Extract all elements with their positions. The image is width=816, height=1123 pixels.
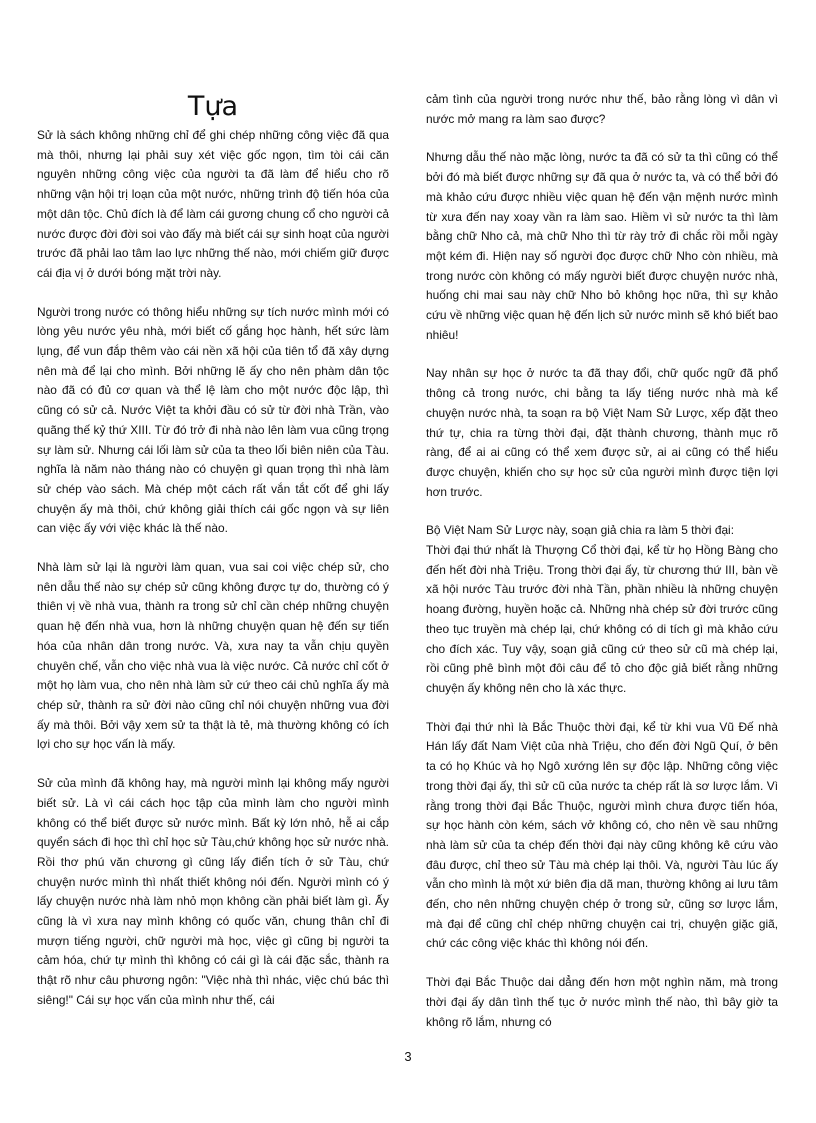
right-paragraph-5: Thời đại thứ nhất là Thượng Cổ thời đại, kể từ họ Hồng Bàng cho đến hết đời nhà Triệu. Trong thời đại ấy, từ chương thứ III, bàn về xã hội nước Tàu trước đời nhà Tần, phần nhiều là những chuyện hoang đường, huyền hoặc cả. Những nhà chép sử đời trước cũng theo tục truyền mà chép lại, chứ không có di tích gì mà khảo cứu cho đích xác. Tuy vậy, soạn giả cũng cứ theo sử cũ mà chép lại, rồi cũng phê bình một đôi câu để tỏ cho độc giả biết rằng những chuyện ấy không nên cho là xác thực.	[426, 543, 778, 695]
right-paragraph-3: Nay nhân sự học ở nước ta đã thay đổi, chữ quốc ngữ đã phổ thông cả trong nước, chi bằng ta lấy tiếng nước nhà mà kể chuyện nước nhà, ta soạn ra bộ Việt Nam Sử Lược, xếp đặt theo thứ tự, chia ra từng thời đại, đặt thành chương, thành mục rõ ràng, để ai ai cũng có thể xem được sử, ai ai cũng có thể hiểu được chuyện, khiến cho sự học sử của người mình được tiện lợi hơn trước.	[426, 366, 778, 499]
right-paragraph-1: cảm tình của người trong nước như thế, bảo rằng lòng vì dân vì nước mở mang ra làm sao được?	[426, 92, 778, 126]
right-column	[426, 90, 778, 1051]
left-column	[37, 90, 389, 1030]
left-paragraph-2: Người trong nước có thông hiểu những sự tích nước mình mới có lòng yêu nước yêu nhà, mới biết cố gắng học hành, hết sức làm lụng, để vun đắp thêm vào cái nền xã hội của tiên tổ đã xây dựng nên mà để lại cho mình. Bởi những lẽ ấy cho nên phàm dân tộc nào đã có đủ cơ quan và thể lệ làm cho một nước độc lập, thì cũng có sử cả. Nước Việt ta khởi đầu có sử từ đời nhà Trần, vào quãng thế kỷ thứ XIII. Từ đó trở đi nhà nào lên làm vua cũng trọng sự làm sử. Nhưng cái lối làm sử của ta theo lối biên niên của Tàu. nghĩa là năm nào tháng nào có chuyện gì quan trọng thì nhà làm sử chép vào sách. Mà chép một cách rất vắn tắt cốt để ghi lấy chuyện ấy mà thôi, chứ không giải thích cái gốc ngọn và sự liên can việc ấy với việc khác là thế nào.	[37, 304, 389, 536]
page-title: Tựa	[187, 91, 239, 122]
right-paragraph-6: Thời đại thứ nhì là Bắc Thuộc thời đại, kể từ khi vua Vũ Đế nhà Hán lấy đất Nam Việt của nhà Triệu, cho đến đời Ngũ Quí, ở bên ta có họ Khúc và họ Ngô xướng lên sự độc lập. Những công việc trong thời đại ấy, thì sử cũ của nước ta chép rất là sơ lược lắm. Vì rằng trong thời đại Bắc Thuộc, người mình chưa được tiến hóa, sự học hành còn kém, sách vở không có, cho nên về sau những nhà làm sử của ta chép đến thời đại này cũng không kê cứu vào đâu được, chỉ theo sử Tàu mà chép lại thôi. Và, người Tàu lúc ấy vẫn cho mình là một xứ biên địa dã man, thường không ai lưu tâm đến, cho nên những chuyện chép ở trong sử, cũng sơ lược lắm, mà đại để cũng chỉ chép những chuyện cai trị, chuyện giặc giã, chứ các công việc khác thì không nói đến.	[426, 719, 778, 951]
left-paragraph-4: Sử của mình đã không hay, mà người mình lại không mấy người biết sử. Là vì cái cách học tập của mình làm cho người mình không có thể biết được sử nước mình. Bất kỳ lớn nhỏ, hễ ai cắp quyển sách đi học thì chỉ học sử Tàu,chứ không học sử nước nhà. Rồi thơ phú văn chương gì cũng lấy điển tích ở sử Tàu, chứ chuyện nước mình thì nhất thiết không nói đến. Người mình có ý lấy chuyện nước nhà làm nhỏ mọn không cần phải biết làm gì. Ấy cũng là vì xưa nay mình không có quốc văn, chung thân chỉ đi mượn tiếng người, chữ người mà học, việc gì cũng bị người ta cảm hóa, chứ tự mình thì không có cái gì là cái đặc sắc, thành ra thật rõ như câu phương ngôn: "Việc nhà thì nhác, việc chú bác thì siêng!" Cái sự học vấn của mình như thế, cái	[37, 776, 389, 1007]
page-number: 3	[404, 1049, 412, 1064]
right-paragraph-4: Bộ Việt Nam Sử Lược này, soạn giả chia ra làm 5 thời đại:	[426, 523, 735, 538]
right-paragraph-7: Thời đại Bắc Thuộc dai dẳng đến hơn một nghìn năm, mà trong thời đại ấy dân tình thế tục ở nước mình thế nào, thì bây giờ ta không rõ lắm, nhưng có	[426, 975, 778, 1029]
left-paragraph-1: Sử là sách không những chỉ để ghi chép những công việc đã qua mà thôi, nhưng lại phải suy xét việc gốc ngọn, tìm tòi cái căn nguyên những công việc của người ta đã làm để hiểu cho rõ những vận hội trị loạn của một nước, những trình độ tiến hóa của một dân tộc. Chủ đích là để làm cái gương chung cổ cho người cả nước được đời đời soi vào đấy mà biết cái sự sinh hoạt của người trước đã phải lao tâm lao lực những thế nào, mới chiếm giữ được cái địa vị ở dưới bóng mặt trời này.	[37, 128, 389, 280]
left-paragraph-3: Nhà làm sử lại là người làm quan, vua sai coi việc chép sử, cho nên dẫu thế nào sự chép sử cũng không được tự do, thường có ý thiên vị về nhà vua, thành ra trong sử chỉ cần chép những chuyện quan hệ đến nhà vua, hơn là những chuyện quan hệ đến sự tiến hóa của nhân dân trong nước. Và, xưa nay ta vẫn chịu quyền chuyên chế, vẫn cho việc nhà vua là việc nước. Cả nước chỉ cốt ở một họ làm vua, cho nên nhà làm sử cứ theo cái chủ nghĩa ấy mà chép sử, thành ra sử đời nào cũng chỉ nói chuyện những vua đời ấy mà thôi. Bởi vậy xem sử ta thật là tẻ, mà thường không có ích lợi cho sự học vấn là mấy.	[37, 560, 389, 752]
right-paragraph-2: Nhưng dẫu thế nào mặc lòng, nước ta đã có sử ta thì cũng có thể bởi đó mà biết được những sự đã qua ở nước ta, và có thể bởi đó mà khảo cứu được nhiều việc quan hệ đến vận mệnh nước mình từ xưa đến nay xoay vần ra làm sao. Hiềm vì sử nước ta thì làm bằng chữ Nho cả, mà chữ Nho thì từ rày trở đi chắc rồi mỗi ngày một kém đi. Hiện nay số người đọc được chữ Nho còn nhiều, mà trong nước còn không có mấy người biết được chuyện nước nhà, huống chi mai sau này chữ Nho bỏ không học nữa, thì sự khảo cứu về những việc quan hệ đến lịch sử nước mình sẽ khó biết bao nhiêu!	[426, 150, 778, 342]
